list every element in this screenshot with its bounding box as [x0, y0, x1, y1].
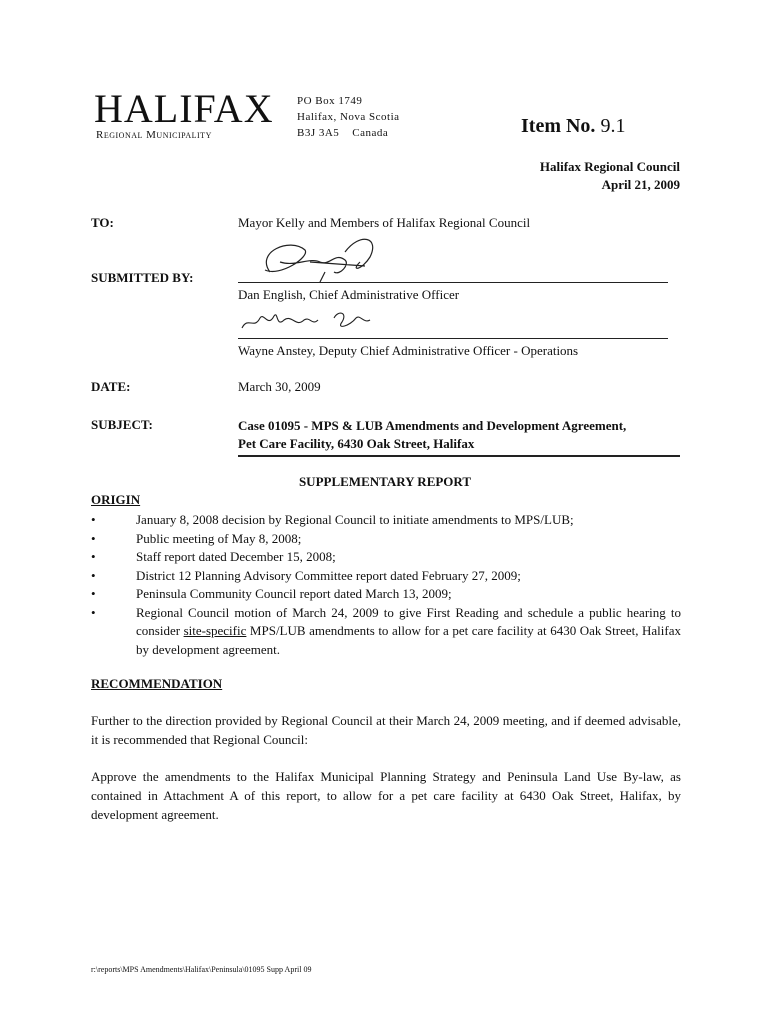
item-label: Item No.: [521, 115, 596, 137]
origin-heading: ORIGIN: [91, 492, 141, 507]
bullet: •: [91, 604, 96, 620]
list-item: [91, 585, 681, 604]
halifax-logo: HALIFAX: [94, 86, 274, 131]
subject-line-1: Case 01095 - MPS & LUB Amendments and Development Agreement,: [238, 418, 627, 433]
bullet: •: [91, 586, 96, 601]
bullet: •: [91, 530, 96, 546]
origin-item-text-continued: MPS/LUB amendments to allow for a pet care facility at 6430 Oak Street, Halifax by development agreement.: [136, 623, 681, 657]
origin-item-text: Peninsula Community Council report dated March 13, 2009;: [136, 586, 452, 601]
address-line-2: Halifax, Nova Scotia: [297, 111, 400, 123]
date-label: DATE:: [91, 379, 131, 394]
council-name: Halifax Regional Council: [539, 159, 680, 174]
signer-1: Dan English, Chief Administrative Officer: [238, 287, 460, 302]
bullet: •: [91, 567, 96, 583]
origin-item-text: January 8, 2008 decision by Regional Council to initiate amendments to MPS/LUB;: [136, 512, 574, 527]
recommendation-paragraph-1: Further to the direction provided by Regional Council at their March 24, 2009 meeting, and if deemed advisable, it is recommended that Regional Council:: [91, 713, 681, 747]
recommendation-paragraph-2: Approve the amendments to the Halifax Municipal Planning Strategy and Peninsula Land Use By-law, as contained in Attachment A of this report, to allow for a pet care facility at 6430 Oak Street, Halifax, by development agreement.: [91, 769, 681, 822]
origin-item-text: Regional Council motion of March 24, 2009 to give First Reading and schedule a public hearing to consider: [136, 604, 681, 638]
report-title: SUPPLEMENTARY REPORT: [298, 474, 472, 489]
signature-line-2: [238, 338, 668, 339]
subject-line-2: Pet Care Facility, 6430 Oak Street, Halifax: [238, 436, 475, 451]
list-item: [91, 567, 681, 586]
file-path-footer: r:\reports\MPS Amendments\Halifax\Peninsula\01095 Supp April 09: [91, 965, 312, 974]
bullet: •: [91, 512, 96, 527]
list-item: [91, 548, 681, 567]
origin-item-text: Staff report dated December 15, 2008;: [136, 549, 336, 564]
to-value: Mayor Kelly and Members of Halifax Regional Council: [238, 215, 531, 230]
item-number: [521, 115, 625, 138]
signer-2: Wayne Anstey, Deputy Chief Administrative Officer - Operations: [238, 343, 579, 358]
list-item: [91, 530, 681, 549]
date-value: March 30, 2009: [238, 379, 321, 394]
list-item: [91, 511, 681, 530]
signature-line-1: [238, 282, 668, 283]
meeting-date: April 21, 2009: [601, 177, 680, 192]
address-line-1: PO Box 1749: [297, 95, 363, 107]
origin-list: [91, 511, 681, 659]
address-line-3: B3J 3A5 Canada: [297, 127, 389, 139]
site-specific-term: site-specific: [183, 623, 247, 638]
origin-item-text: District 12 Planning Advisory Committee report dated February 27, 2009;: [136, 567, 521, 583]
to-label: TO:: [91, 215, 114, 230]
halifax-logo-subtitle: Regional Municipality: [96, 129, 212, 141]
submitted-by-label: SUBMITTED BY:: [91, 270, 194, 285]
item-value: 9.1: [600, 115, 626, 137]
subject-value: [238, 417, 680, 457]
bullet: •: [91, 549, 96, 564]
recommendation-heading: RECOMMENDATION: [91, 676, 223, 691]
origin-item-text: Public meeting of May 8, 2008;: [136, 530, 302, 546]
list-item: [91, 604, 681, 660]
subject-label: SUBJECT:: [91, 417, 153, 432]
signature-wayne-anstey: [238, 306, 373, 334]
